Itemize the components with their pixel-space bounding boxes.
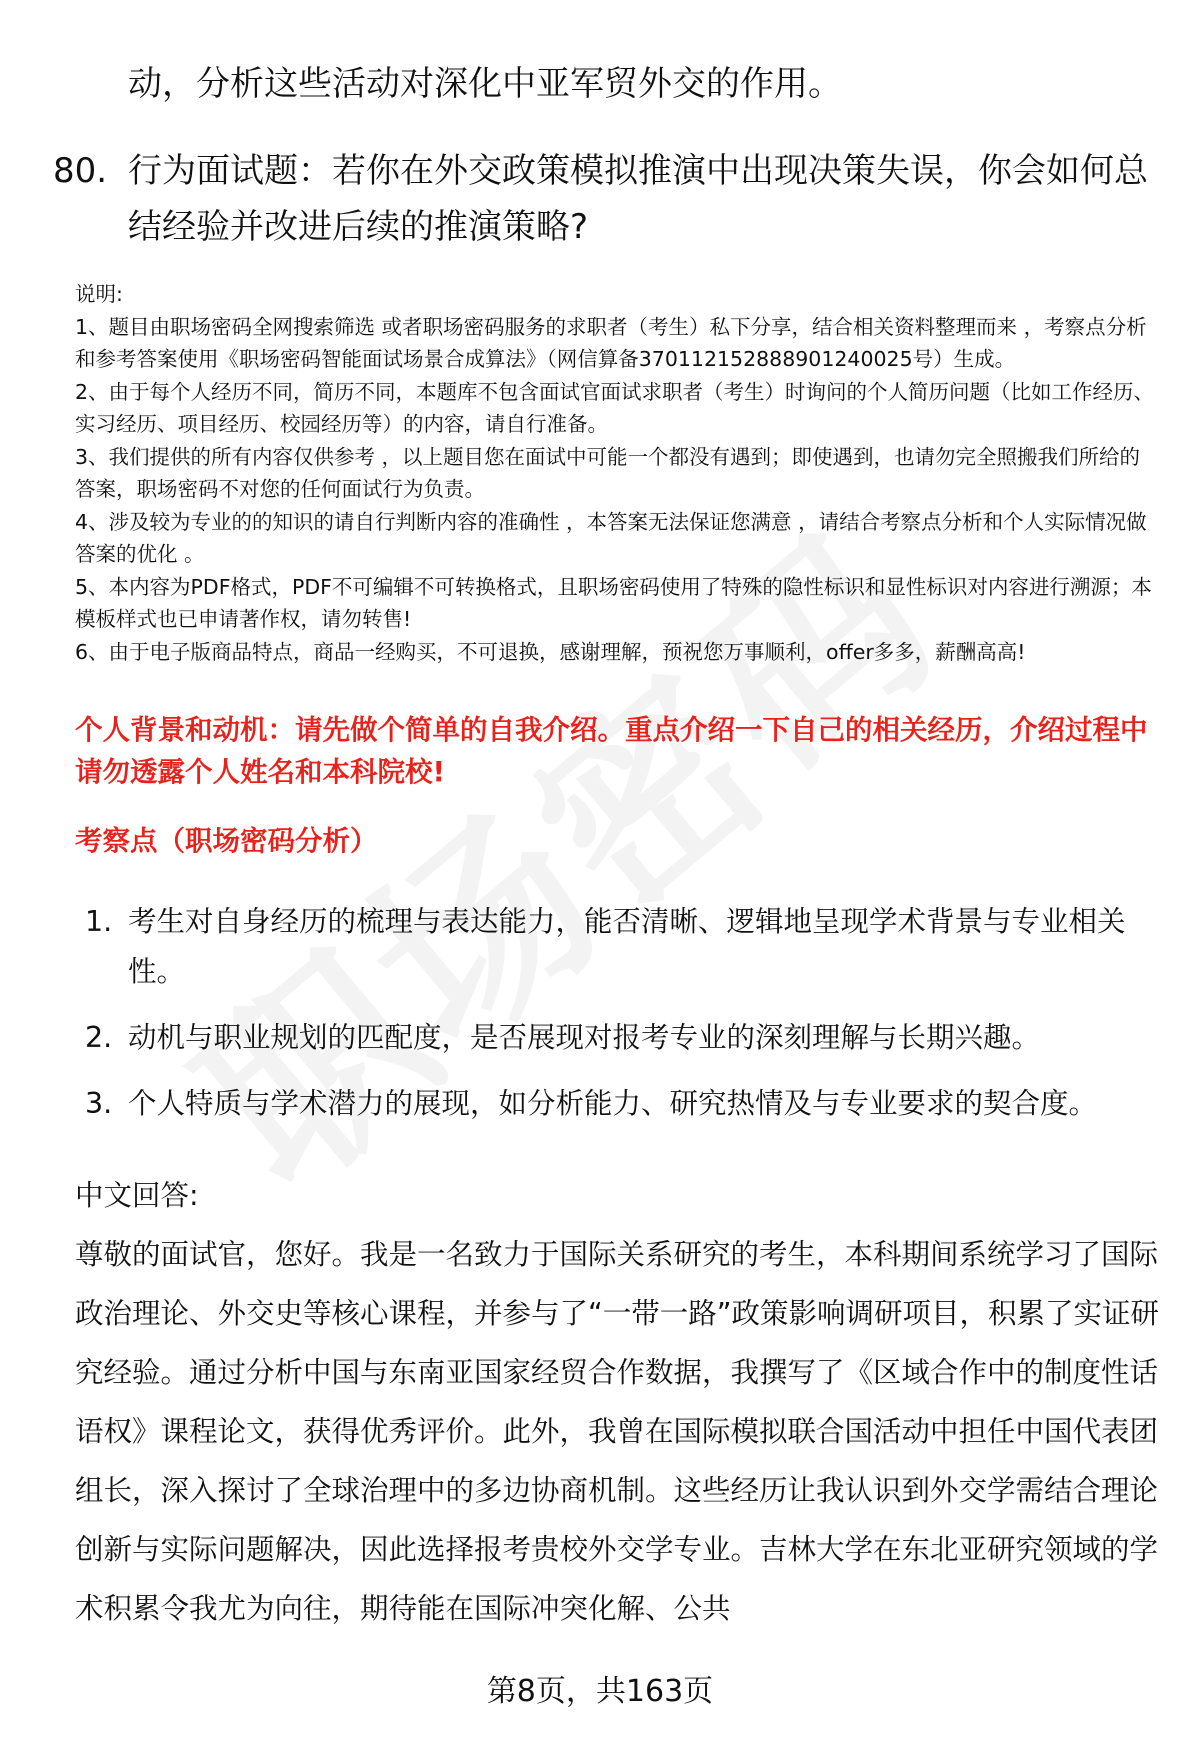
- point-number: 1.: [85, 905, 113, 938]
- point-number: 3.: [85, 1087, 113, 1120]
- analysis-title: 考察点（职场密码分析）: [75, 825, 378, 857]
- point-text: 考生对自身经历的梳理与表达能力，能否清晰、逻辑地呈现学术背景与专业相关性。: [128, 905, 1126, 988]
- note-item: 5、本内容为PDF格式，PDF不可编辑不可转换格式，且职场密码使用了特殊的隐性标识和显性标识对内容进行溯源；本模板样式也已申请著作权，请勿转售!: [75, 574, 1152, 631]
- question-text: 行为面试题：若你在外交政策模拟推演中出现决策失误，你会如何总结经验并改进后续的推演策略?: [128, 151, 1148, 247]
- note-item: 4、涉及较为专业的的知识的请自行判断内容的准确性 ，本答案无法保证您满意 ，请结合考察点分析和个人实际情况做答案的优化 。: [75, 509, 1147, 566]
- note-item: 6、由于电子版商品特点，商品一经购买，不可退换，感谢理解，预祝您万事顺利，offer多多，薪酬高高!: [75, 639, 1026, 664]
- analysis-point: [85, 897, 1160, 997]
- answer-label: 中文回答:: [75, 1179, 199, 1212]
- notes-title: 说明:: [75, 282, 123, 306]
- answer-block: [75, 1166, 1160, 1638]
- analysis-points: [85, 897, 1160, 1145]
- question-continuation: 动，分析这些活动对深化中亚军贸外交的作用。: [128, 64, 842, 104]
- point-number: 2.: [85, 1021, 113, 1054]
- note-item: 1、题目由职场密码全网搜索筛选 或者职场密码服务的求职者（考生）私下分享，结合相关资料整理而来 ，考察点分析和参考答案使用《职场密码智能面试场景合成算法》（网信算备370112152888901240025号）生成。: [75, 314, 1147, 371]
- notes-block: [75, 278, 1160, 668]
- question-number: 80.: [53, 151, 108, 191]
- point-text: 动机与职业规划的匹配度，是否展现对报考专业的深刻理解与长期兴趣。: [128, 1021, 1041, 1054]
- analysis-point: [85, 1079, 1160, 1129]
- point-text: 个人特质与学术潜力的展现，如分析能力、研究热情及与专业要求的契合度。: [128, 1087, 1098, 1120]
- analysis-point: [85, 1013, 1160, 1063]
- answer-text: 尊敬的面试官，您好。我是一名致力于国际关系研究的考生，本科期间系统学习了国际政治理论、外交史等核心课程，并参与了“一带一路”政策影响调研项目，积累了实证研究经验。通过分析中国与东南亚国家经贸合作数据，我撰写了《区域合作中的制度性话语权》课程论文，获得优秀评价。此外，我曾在国际模拟联合国活动中担任中国代表团组长，深入探讨了全球治理中的多边协商机制。这些经历让我认识到外交学需结合理论创新与实际问题解决，因此选择报考贵校外交学专业。吉林大学在东北亚研究领域的学术积累令我尤为向往，期待能在国际冲突化解、公共: [75, 1238, 1160, 1625]
- note-item: 3、我们提供的所有内容仅供参考 ，以上题目您在面试中可能一个都没有遇到；即使遇到，也请勿完全照搬我们所给的答案，职场密码不对您的任何面试行为负责。: [75, 444, 1141, 501]
- section-heading: 个人背景和动机：请先做个简单的自我介绍。重点介绍一下自己的相关经历，介绍过程中请勿透露个人姓名和本科院校!: [75, 714, 1148, 788]
- note-item: 2、由于每个人经历不同，简历不同，本题库不包含面试官面试求职者（考生）时询问的个人简历问题（比如工作经历、实习经历、项目经历、校园经历等）的内容，请自行准备。: [75, 379, 1155, 436]
- page-footer: 第8页，共163页: [486, 1674, 714, 1709]
